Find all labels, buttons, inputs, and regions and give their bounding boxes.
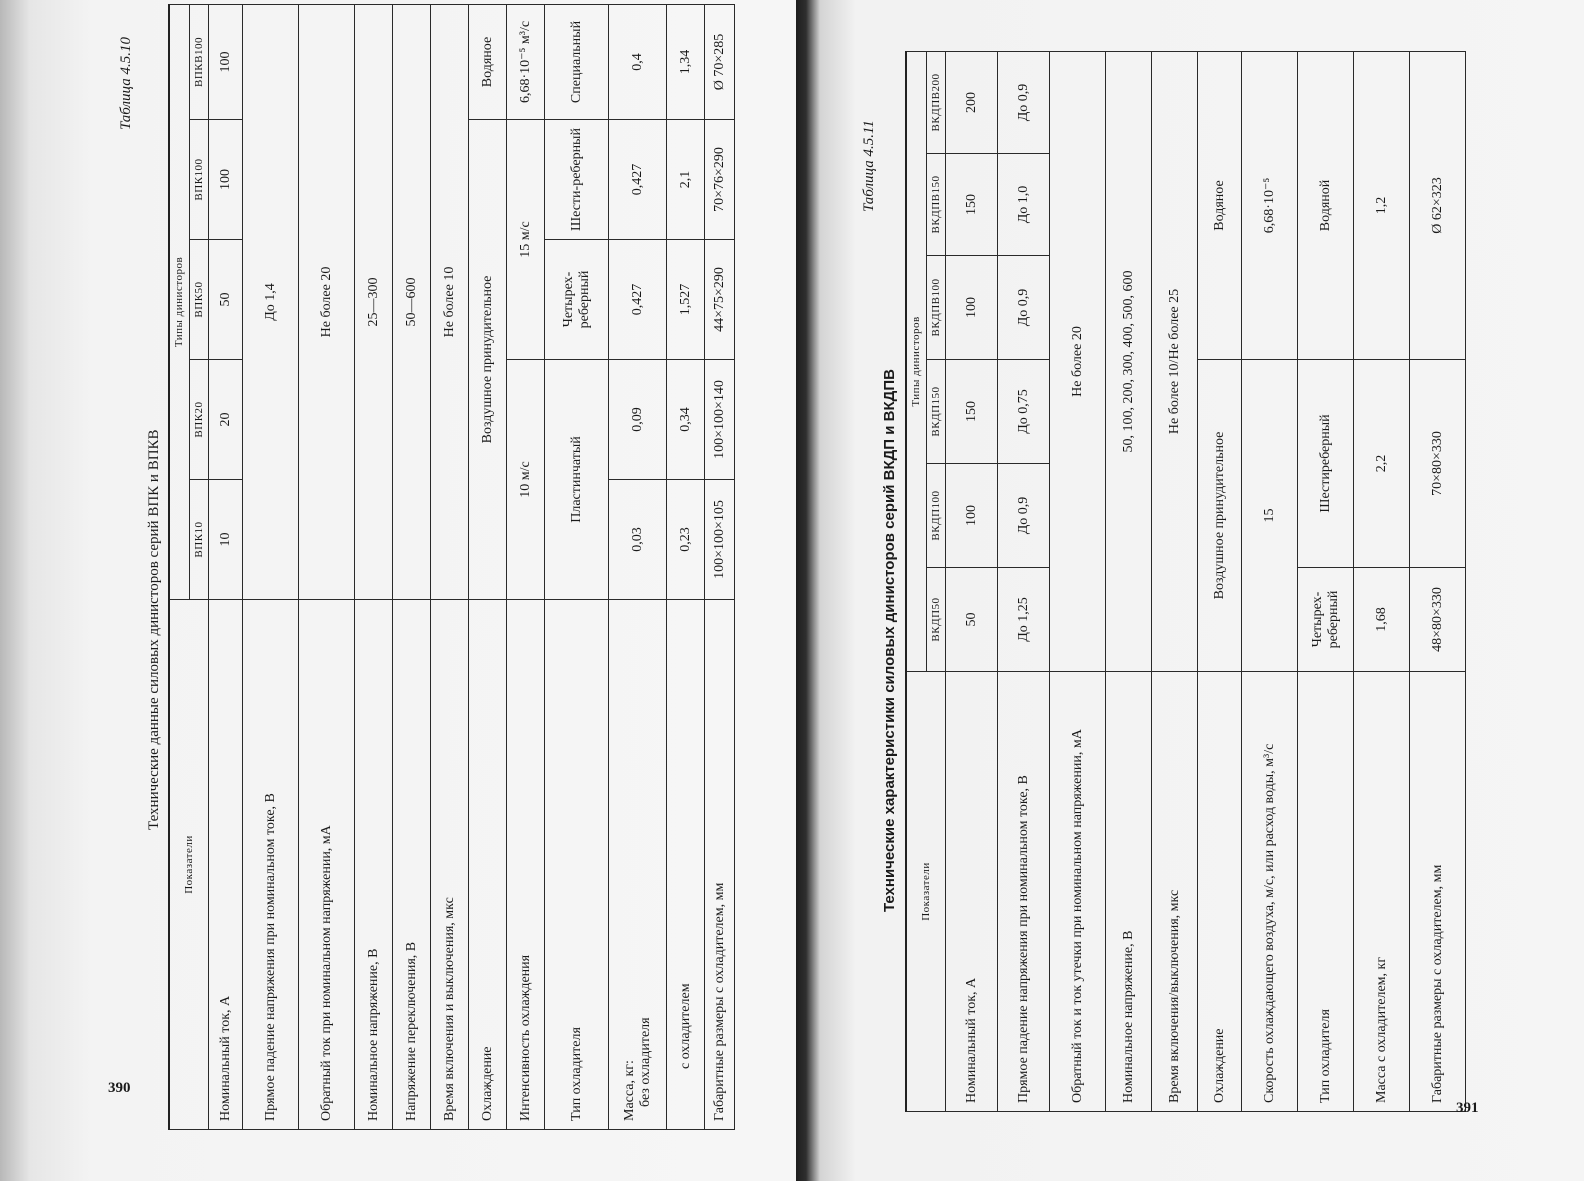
row-label: Прямое падение напряжения при номинальном токе, В	[998, 672, 1050, 1112]
cell: 48×80×330	[1410, 568, 1466, 672]
cell: 0,427	[609, 120, 667, 240]
table-row	[243, 4, 299, 1129]
cell: 50	[946, 568, 998, 672]
row-label: Габаритные размеры с охладителем, мм	[1410, 672, 1466, 1112]
table-row	[299, 4, 355, 1129]
row-label: Номинальный ток, А	[946, 672, 998, 1112]
cell: Ø 62×323	[1410, 51, 1466, 359]
table-row	[1152, 51, 1198, 1111]
table-row	[507, 4, 545, 1129]
table-row	[609, 4, 667, 1129]
cell: Водяное	[469, 4, 507, 119]
cell: До 1,0	[998, 154, 1050, 256]
table-row	[1050, 51, 1106, 1111]
row-label-sub: без охладителя	[637, 1017, 653, 1107]
left-page-content	[110, 0, 770, 1130]
cell: Четырех-реберный	[1298, 568, 1354, 672]
header-indicators: Показатели	[169, 600, 209, 1130]
cell: 20	[209, 360, 243, 480]
cell: Ø 70×285	[705, 4, 735, 119]
cell: 100×100×105	[705, 480, 735, 600]
cell: Шестиреберный	[1298, 360, 1354, 568]
cell: Воздушное принудительное	[1198, 360, 1242, 672]
cell: 70×80×330	[1410, 360, 1466, 568]
header-type: ВПКВ100	[189, 4, 209, 119]
cell: 0,09	[609, 360, 667, 480]
row-label: Тип охладителя	[545, 600, 609, 1130]
row-label: Напряжение переключения, В	[393, 600, 431, 1130]
row-label: Тип охладителя	[1298, 672, 1354, 1112]
cell: 1,527	[667, 240, 705, 360]
vpk-table	[168, 4, 735, 1130]
header-type: ВКДП100	[926, 464, 946, 568]
row-label: с охладителем	[667, 600, 705, 1130]
cell: 2,2	[1354, 360, 1410, 568]
cell: 0,34	[667, 360, 705, 480]
cell: Четырех-реберный	[545, 240, 609, 360]
row-label: Охлаждение	[1198, 672, 1242, 1112]
cell: 44×75×290	[705, 240, 735, 360]
cell: 70×76×290	[705, 120, 735, 240]
header-types-group: Типы динисторов	[169, 4, 189, 599]
cell: 6,68·10⁻⁵	[1242, 51, 1298, 359]
row-label	[609, 600, 667, 1130]
header-type: ВКДПВ100	[926, 256, 946, 360]
cell: До 1,4	[243, 4, 299, 599]
cell: 2,1	[667, 120, 705, 240]
right-page-content	[851, 42, 1551, 1112]
row-label-main: Масса, кг:	[621, 1060, 637, 1121]
cell: 10 м/с	[507, 360, 545, 600]
table-row	[431, 4, 469, 1129]
cell: 50	[209, 240, 243, 360]
row-label: Обратный ток при номинальном напряжении, мА	[299, 600, 355, 1130]
row-label: Скорость охлаждающего воздуха, м/с, или расход воды, м³/с	[1242, 672, 1298, 1112]
row-label: Номинальное напряжение, В	[1106, 672, 1152, 1112]
right-page	[796, 0, 1584, 1181]
header-type: ВПК100	[189, 120, 209, 240]
row-label: Масса с охладителем, кг	[1354, 672, 1410, 1112]
header-type: ВПК50	[189, 240, 209, 360]
row-label: Охлаждение	[469, 600, 507, 1130]
table-title: Технические данные силовых динисторов серий ВПК и ВПКВ	[146, 429, 162, 830]
header-types-group: Типы динисторов	[906, 51, 926, 671]
header-type: ВПК10	[189, 480, 209, 600]
cell: Шести-реберный	[545, 120, 609, 240]
row-label: Время включения и выключения, мкс	[431, 600, 469, 1130]
cell: 50, 100, 200, 300, 400, 500, 600	[1106, 51, 1152, 671]
cell: 50—600	[393, 4, 431, 599]
table-row	[545, 4, 609, 1129]
cell: 10	[209, 480, 243, 600]
table-row	[1410, 51, 1466, 1111]
page-number: 390	[108, 1080, 131, 1096]
cell: До 0,9	[998, 256, 1050, 360]
table-row	[1198, 51, 1242, 1111]
cell: 0,03	[609, 480, 667, 600]
row-label: Габаритные размеры с охладителем, мм	[705, 600, 735, 1130]
cell: 0,4	[609, 4, 667, 119]
header-indicators: Показатели	[906, 672, 946, 1112]
table-title: Технические характеристики силовых динисторов серий ВКДП и ВКДПВ	[881, 369, 898, 912]
cell: 100	[209, 120, 243, 240]
header-type: ВКДП50	[926, 568, 946, 672]
table-row	[1242, 51, 1298, 1111]
cell: 100	[209, 4, 243, 119]
table-row	[1298, 51, 1354, 1111]
table-row	[355, 4, 393, 1129]
cell: Водяное	[1198, 51, 1242, 359]
cell: 100	[946, 256, 998, 360]
cell: 15 м/с	[507, 120, 545, 360]
row-label: Номинальный ток, А	[209, 600, 243, 1130]
cell: Не более 20	[299, 4, 355, 599]
cell: 6,68·10⁻⁵ м³/с	[507, 4, 545, 119]
cell: Специальный	[545, 4, 609, 119]
cell: 0,23	[667, 480, 705, 600]
table-row	[705, 4, 735, 1129]
row-label: Интенсивность охлаждения	[507, 600, 545, 1130]
table-row	[998, 51, 1050, 1111]
row-label: Номинальное напряжение, В	[355, 600, 393, 1130]
table-label: Таблица 4.5.10	[118, 37, 134, 130]
cell: 1,34	[667, 4, 705, 119]
cell: До 0,75	[998, 360, 1050, 464]
cell: 150	[946, 360, 998, 464]
cell: До 0,9	[998, 464, 1050, 568]
row-label: Время включения/выключения, мкс	[1152, 672, 1198, 1112]
page-number: 391	[1456, 1100, 1479, 1116]
table-row	[469, 4, 507, 1129]
header-type: ВКДПВ200	[926, 51, 946, 153]
row-label: Прямое падение напряжения при номинальном токе, В	[243, 600, 299, 1130]
row-label: Обратный ток и ток утечки при номинальном напряжении, мА	[1050, 672, 1106, 1112]
cell: Воздушное принудительное	[469, 120, 507, 600]
cell: Не более 10	[431, 4, 469, 599]
cell: 200	[946, 51, 998, 153]
cell: 150	[946, 154, 998, 256]
header-type: ВКДПВ150	[926, 154, 946, 256]
cell: Водяной	[1298, 51, 1354, 359]
cell: Не более 20	[1050, 51, 1106, 671]
table-row	[1106, 51, 1152, 1111]
cell: 1,2	[1354, 51, 1410, 359]
cell: 15	[1242, 360, 1298, 672]
cell: До 0,9	[998, 51, 1050, 153]
cell: 0,427	[609, 240, 667, 360]
vkdp-table	[905, 51, 1466, 1112]
cell: 25—300	[355, 4, 393, 599]
header-type: ВПК20	[189, 360, 209, 480]
table-row	[393, 4, 431, 1129]
table-row	[209, 4, 243, 1129]
cell: До 1,25	[998, 568, 1050, 672]
cell: 1,68	[1354, 568, 1410, 672]
cell: 100	[946, 464, 998, 568]
table-row	[946, 51, 998, 1111]
header-type: ВКДП150	[926, 360, 946, 464]
table-row	[1354, 51, 1410, 1111]
cell: Не более 10/Не более 25	[1152, 51, 1198, 671]
cell: 100×100×140	[705, 360, 735, 480]
table-row	[667, 4, 705, 1129]
table-label: Таблица 4.5.11	[861, 120, 877, 212]
cell: Пластинчатый	[545, 360, 609, 600]
